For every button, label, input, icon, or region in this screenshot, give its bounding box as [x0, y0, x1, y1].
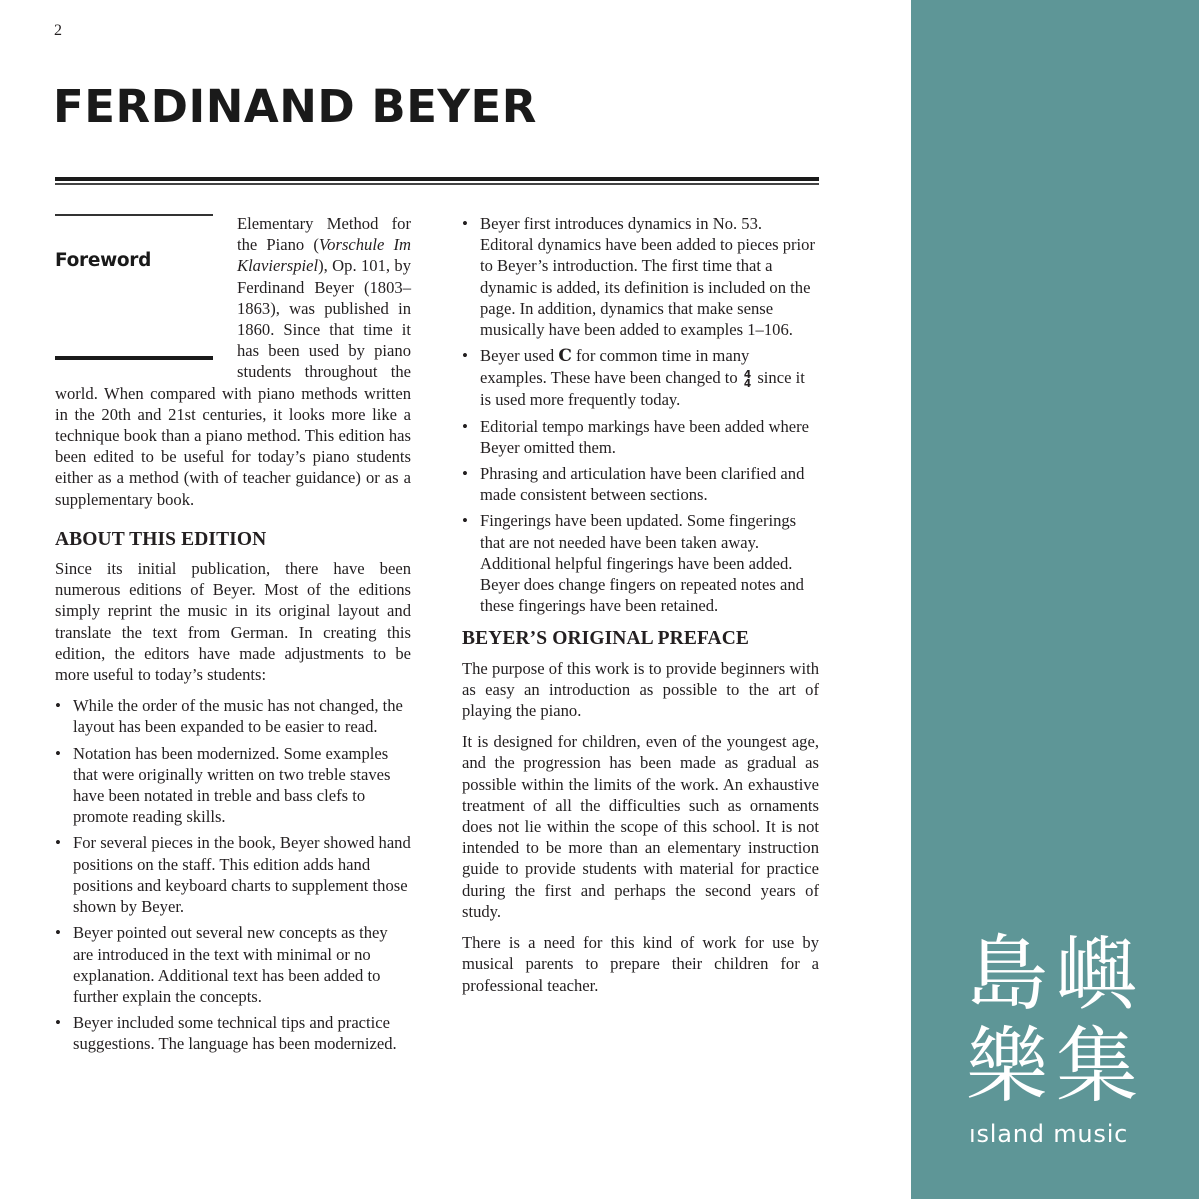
about-edition-list-right [462, 213, 819, 616]
preface-paragraph: The purpose of this work is to provide beginners with as easy an introduction as possible to the art of playing the piano. [462, 658, 819, 721]
preface-paragraph: It is designed for children, even of the youngest age, and the progression has been made as gradual as possible within the limits of the work. An exhaustive treatment of all the difficulties such as ornaments does not lie within the scope of this school. It is not intended to be more than an elementary instruction guide to provide students with material for practice during the first and perhaps the second years of study. [462, 732, 819, 921]
right-column [462, 213, 819, 996]
title-rule-thin [55, 183, 819, 185]
island-music-logo [966, 927, 1146, 1150]
about-edition-list-left [55, 695, 411, 1054]
logo-char-islet: 嶼 [1056, 927, 1139, 1022]
list-item: • Fingerings have been updated. Some fingerings that are not needed have been taken away. Additional helpful fingerings have been added. Beyer does change fingers on repeated notes and these fingerings have been retained. [462, 510, 819, 616]
foreword-label: Foreword [55, 250, 152, 271]
foreword-text-start: Elementary Method for the Piano ( [237, 214, 411, 255]
common-time-text-after: since it is used more frequently today. [480, 368, 805, 410]
left-column [55, 213, 411, 1060]
list-item [462, 345, 819, 410]
list-item: • For several pieces in the book, Beyer showed hand positions on the staff. This edition adds hand positions and keyboard charts to supplement those shown by Beyer. [55, 832, 411, 917]
title-rule-thick [55, 177, 819, 181]
logo-char-island: 島 [966, 927, 1049, 1022]
foreword-rule-bottom [55, 356, 213, 360]
foreword-text-end: ), Op. 101, by Ferdinand Beyer (1803–1863), was published in 1860. Since that time it has been used by piano students throughout the world. When compared with piano methods written in the 20th and 21st centuries, it looks more like a technique book than a piano method. This edition has been edited to be useful for today’s piano students either as a method (with of teacher guidance) or as a supplementary book. [55, 256, 411, 509]
common-time-symbol-icon: C [558, 346, 572, 367]
about-edition-intro: Since its initial publication, there have been numerous editions of Beyer. Most of the editions simply reprint the music in its original layout and translate the text from German. In creating this edition, the editors have made adjustments to be more useful to today’s students: [55, 559, 411, 685]
time-signature-bottom: 4 [743, 378, 752, 391]
page-title: FERDINAND BEYER [53, 80, 537, 133]
list-item: • Beyer pointed out several new concepts as they are introduced in the text with minimal or no explanation. Additional text has been added to further explain the concepts. [55, 922, 411, 1007]
common-time-text-middle: for common time in many examples. These have been changed to [480, 346, 750, 388]
list-item: • Editorial tempo markings have been added where Beyer omitted them. [462, 416, 819, 458]
logo-char-collection: 集 [1056, 1019, 1139, 1114]
logo-tagline: ısland music [969, 1120, 1129, 1148]
time-signature-4-4-icon [744, 371, 751, 389]
page-number: 2 [54, 22, 62, 39]
list-item: • While the order of the music has not changed, the layout has been expanded to be easier to read. [55, 695, 411, 737]
foreword-label-box [55, 214, 213, 361]
foreword-rule-top [55, 214, 213, 216]
list-item: • Beyer first introduces dynamics in No. 53. Editoral dynamics have been added to pieces prior to Beyer’s introduction. The first time that a dynamic is added, its definition is included on the page. In addition, dynamics that make sense musically have been added to examples 1–106. [462, 213, 819, 340]
original-preface-heading: BEYER’S ORIGINAL PREFACE [462, 628, 749, 650]
list-item: • Notation has been modernized. Some examples that were originally written on two treble staves have been notated in treble and bass clefs to promote reading skills. [55, 743, 411, 828]
list-item: • Phrasing and articulation have been clarified and made consistent between sections. [462, 463, 819, 505]
foreword-italic-title: Vorschule Im Klavierspiel [237, 235, 411, 276]
logo-char-music: 樂 [966, 1019, 1049, 1114]
list-item: • Beyer included some technical tips and practice suggestions. The language has been modernized. [55, 1012, 411, 1054]
time-signature-top: 4 [743, 369, 752, 382]
common-time-text-before: Beyer used [480, 346, 559, 366]
preface-paragraph: There is a need for this kind of work for use by musical parents to prepare their children for a professional teacher. [462, 933, 819, 995]
about-edition-heading: ABOUT THIS EDITION [55, 528, 267, 550]
